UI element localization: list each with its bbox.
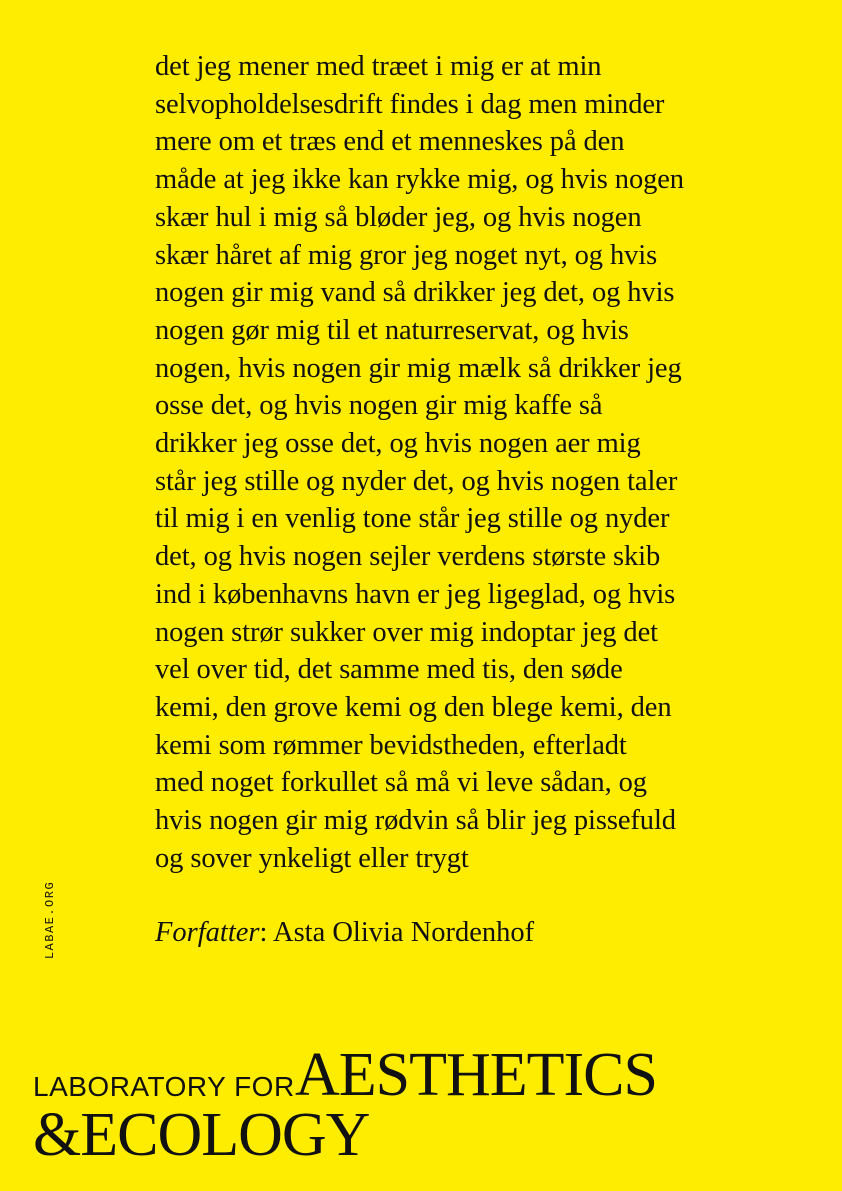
author-name: Asta Olivia Nordenhof <box>272 917 535 948</box>
poem-line: skær håret af mig gror jeg noget nyt, og hvis <box>155 239 658 271</box>
poem-line: vel over tid, det samme med tis, den søde <box>155 654 623 686</box>
poem-line: står jeg stille og nyder det, og hvis nogen taler <box>155 465 678 497</box>
logo-small-text: LABORATORY FOR <box>33 1071 295 1102</box>
poem-line: kemi, den grove kemi og den blege kemi, den <box>155 691 672 723</box>
poem-line: det, og hvis nogen sejler verdens største skib <box>155 541 661 573</box>
side-website-url: LABAE.ORG <box>43 880 57 960</box>
logo-big-line-2: &ECOLOGY <box>33 1101 370 1169</box>
lab-logo <box>33 1040 813 1170</box>
poem-line: og sover ynkeligt eller trygt <box>155 842 469 874</box>
poem-text <box>155 48 815 877</box>
poem-line: til mig i en venlig tone står jeg stille og nyder <box>155 503 670 535</box>
author-credit <box>155 913 534 953</box>
poem-line: osse det, og hvis nogen gir mig kaffe så <box>155 390 603 422</box>
author-separator: : <box>259 917 273 948</box>
poem-line: måde at jeg ikke kan rykke mig, og hvis nogen <box>155 164 684 196</box>
poem-line: mere om et træs end et menneskes på den <box>155 126 625 158</box>
poem-line: nogen gør mig til et naturreservat, og hvis <box>155 314 629 346</box>
poem-line: hvis nogen gir mig rødvin så blir jeg pissefuld <box>155 805 676 837</box>
poem-line: kemi som rømmer bevidstheden, efterladt <box>155 729 627 761</box>
logo-big-line-1: AESTHETICS <box>295 1041 657 1109</box>
poem-line: drikker jeg osse det, og hvis nogen aer mig <box>155 428 641 460</box>
poem-line: nogen strør sukker over mig indoptar jeg det <box>155 616 658 648</box>
author-label: Forfatter <box>155 917 260 948</box>
poem-line: skær hul i mig så bløder jeg, og hvis nogen <box>155 201 642 233</box>
poem-line: det jeg mener med træet i mig er at min <box>155 51 602 82</box>
poem-line: med noget forkullet så må vi leve sådan, og <box>155 767 647 799</box>
poem-line: nogen gir mig vand så drikker jeg det, og hvis <box>155 277 675 309</box>
poem-line: nogen, hvis nogen gir mig mælk så drikker jeg <box>155 352 682 384</box>
poem-line: selvopholdelsesdrift findes i dag men minder <box>155 88 665 120</box>
poem-line: ind i københavns havn er jeg ligeglad, og hvis <box>155 578 676 610</box>
